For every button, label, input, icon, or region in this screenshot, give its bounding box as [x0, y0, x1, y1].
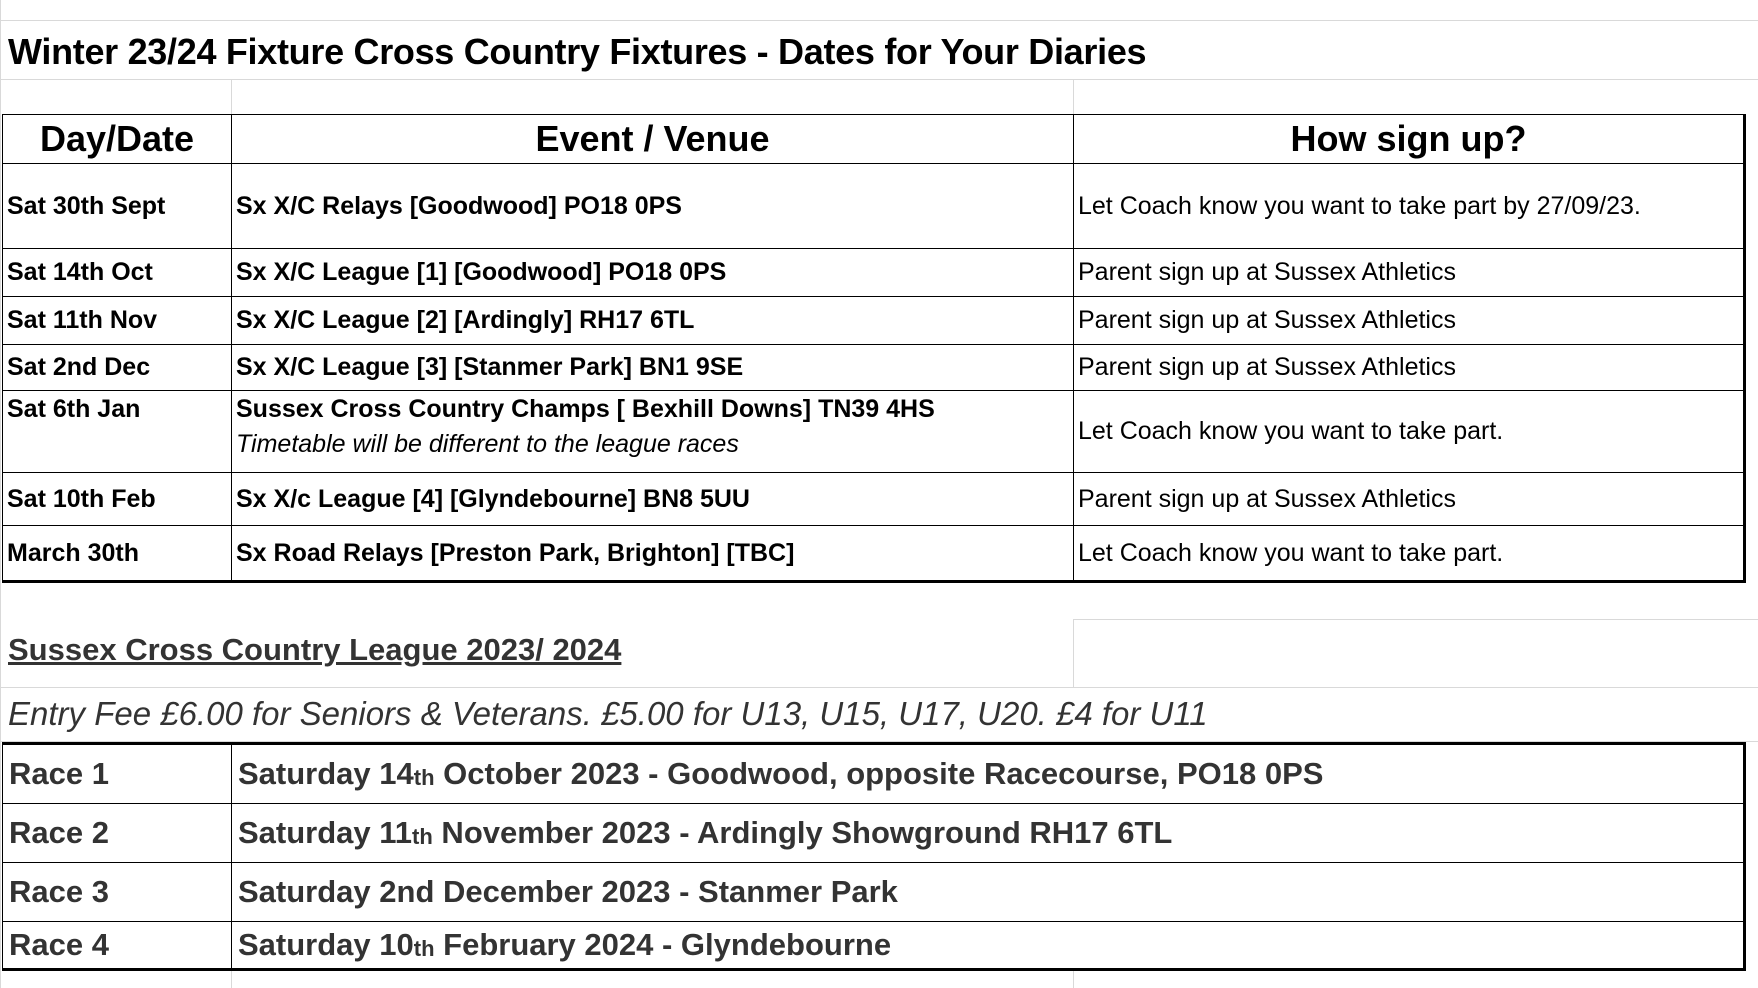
race-name: Race 1 [3, 744, 232, 804]
fixture-event: Sx X/C League [2] [Ardingly] RH17 6TL [232, 297, 1074, 345]
table-row [3, 526, 1745, 582]
gridline [0, 0, 1, 988]
league-title: Sussex Cross Country League 2023/ 2024 [8, 632, 622, 667]
fixture-date: Sat 14th Oct [3, 249, 232, 297]
race-venue-text: October 2023 - Goodwood, opposite Racecourse, PO18 0PS [434, 756, 1324, 791]
table-row [3, 297, 1745, 345]
ordinal-suffix: th [413, 936, 435, 961]
race-name: Race 2 [3, 804, 232, 863]
table-row [3, 164, 1745, 249]
gridline [0, 687, 1758, 688]
fixture-event: Sx X/C League [3] [Stanmer Park] BN1 9SE [232, 345, 1074, 391]
gridline [231, 968, 232, 988]
race-name: Race 3 [3, 863, 232, 922]
fixture-signup: Parent sign up at Sussex Athletics [1074, 345, 1745, 391]
fixture-date: Sat 11th Nov [3, 297, 232, 345]
header-event-venue: Event / Venue [232, 115, 1074, 164]
race-date-text: Saturday 2nd December 2023 - Stanmer Park [238, 874, 898, 909]
header-how-sign-up: How sign up? [1074, 115, 1745, 164]
gridline [1073, 619, 1758, 620]
fixture-event: Sx Road Relays [Preston Park, Brighton] [TBC] [232, 526, 1074, 582]
fixture-event: Sx X/c League [4] [Glyndebourne] BN8 5UU [232, 473, 1074, 526]
gridline [1073, 619, 1074, 687]
gridline [0, 79, 1758, 80]
fixture-signup: Parent sign up at Sussex Athletics [1074, 473, 1745, 526]
fixture-event-note: Timetable will be different to the league races [236, 430, 739, 458]
fixtures-table [2, 114, 1746, 583]
fixture-signup: Parent sign up at Sussex Athletics [1074, 297, 1745, 345]
race-venue-text: November 2023 - Ardingly Showground RH17 6TL [432, 815, 1173, 850]
table-row [3, 922, 1745, 970]
table-row [3, 249, 1745, 297]
fixture-date: Sat 30th Sept [3, 164, 232, 249]
races-table [2, 742, 1746, 971]
fixture-date: Sat 6th Jan [3, 391, 232, 473]
race-description [232, 863, 1745, 922]
table-row [3, 345, 1745, 391]
ordinal-suffix: th [412, 824, 433, 849]
gridline [1073, 79, 1074, 115]
fixture-signup: Let Coach know you want to take part. [1074, 391, 1745, 473]
fixture-date: Sat 2nd Dec [3, 345, 232, 391]
race-name: Race 4 [3, 922, 232, 970]
race-venue-text: February 2024 - Glyndebourne [434, 927, 892, 962]
table-row [3, 391, 1745, 473]
fixtures-header-row [3, 115, 1745, 164]
fixture-signup: Parent sign up at Sussex Athletics [1074, 249, 1745, 297]
race-date-text: Saturday 14 [238, 756, 414, 791]
ordinal-suffix: th [413, 765, 435, 790]
fixture-event: Sx X/C Relays [Goodwood] PO18 0PS [232, 164, 1074, 249]
table-row [3, 863, 1745, 922]
fixture-event [232, 391, 1074, 473]
fixture-signup: Let Coach know you want to take part by 27/09/23. [1074, 164, 1745, 249]
race-description [232, 744, 1745, 804]
fixture-signup: Let Coach know you want to take part. [1074, 526, 1745, 582]
fixture-event: Sx X/C League [1] [Goodwood] PO18 0PS [232, 249, 1074, 297]
table-row [3, 744, 1745, 804]
race-date-text: Saturday 11 [238, 815, 413, 850]
fixture-event-title: Sussex Cross Country Champs [ Bexhill Downs] TN39 4HS [236, 395, 935, 423]
race-description [232, 804, 1745, 863]
table-row [3, 473, 1745, 526]
entry-fee-text: Entry Fee £6.00 for Seniors & Veterans. £5.00 for U13, U15, U17, U20. £4 for U11 [8, 695, 1208, 732]
page-title: Winter 23/24 Fixture Cross Country Fixtures - Dates for Your Diaries [8, 31, 1147, 72]
fixture-date: Sat 10th Feb [3, 473, 232, 526]
race-description [232, 922, 1745, 970]
gridline [0, 20, 1758, 21]
gridline [231, 79, 232, 115]
gridline [1073, 968, 1074, 988]
table-row [3, 804, 1745, 863]
header-day-date: Day/Date [3, 115, 232, 164]
fixture-date: March 30th [3, 526, 232, 582]
race-date-text: Saturday 10 [238, 927, 414, 962]
